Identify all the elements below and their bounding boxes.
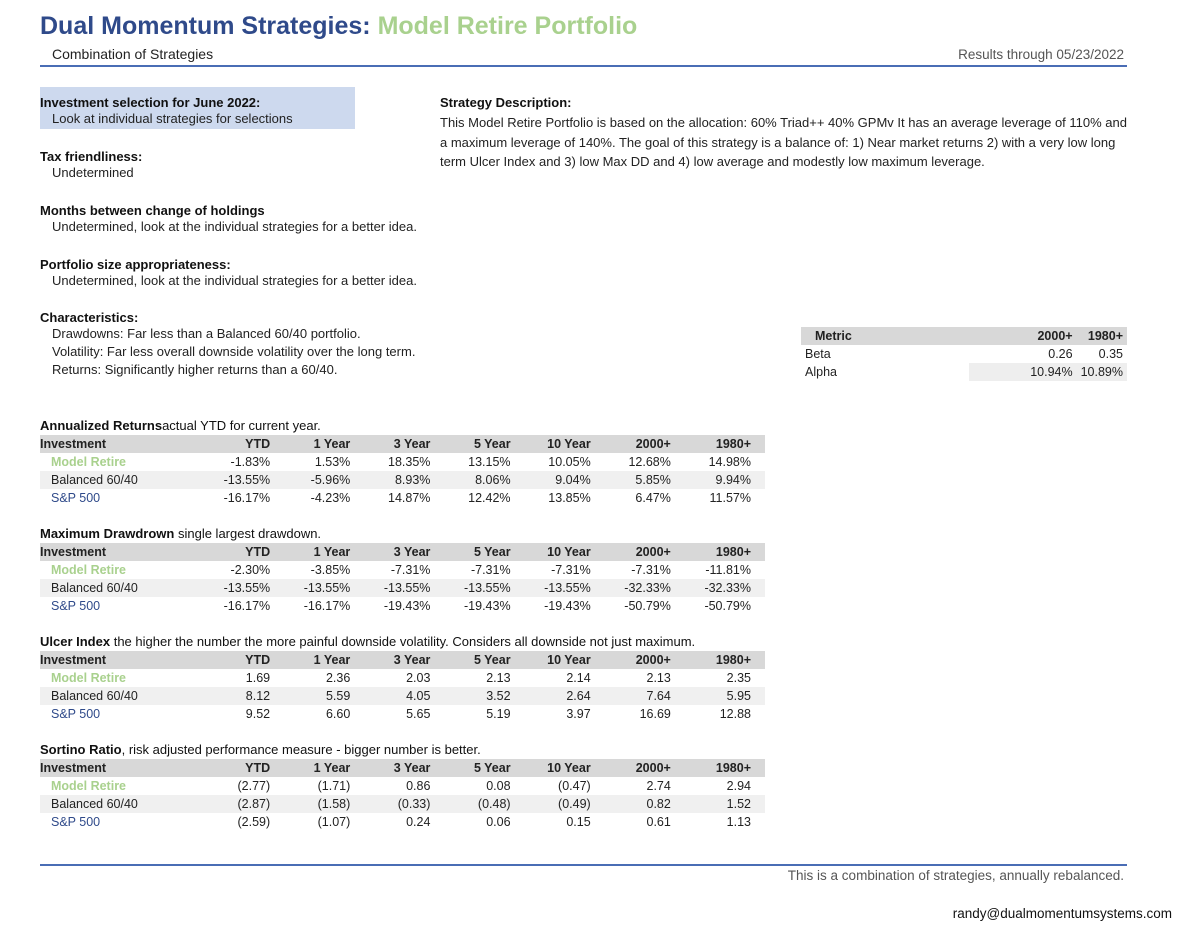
- investment-name: S&P 500: [51, 815, 101, 829]
- table-row: [40, 579, 765, 597]
- column-header: 1 Year: [284, 435, 364, 453]
- footer-divider: [40, 864, 1127, 866]
- tax-label: Tax friendliness:: [40, 149, 143, 164]
- column-header: 1980+: [685, 759, 765, 777]
- value-cell: 13.85%: [548, 491, 591, 505]
- column-header: 3 Year: [364, 651, 444, 669]
- value-cell: -1.83%: [230, 455, 271, 469]
- table-title-rest: actual YTD for current year.: [162, 418, 321, 433]
- metric-header: 2000+: [969, 327, 1077, 345]
- table-row: [40, 687, 765, 705]
- investment-name: Balanced 60/40: [51, 473, 138, 487]
- table-row: [40, 597, 765, 615]
- value-cell: -16.17%: [223, 491, 271, 505]
- header-divider: [40, 65, 1127, 67]
- value-cell: -16.17%: [223, 599, 271, 613]
- column-header: Investment: [40, 543, 204, 561]
- value-cell: 11.57%: [709, 491, 751, 505]
- results-date: Results through 05/23/2022: [958, 47, 1124, 62]
- table-title-rest: , risk adjusted performance measure - bigger number is better.: [121, 742, 481, 757]
- value-cell: 4.05: [406, 689, 431, 703]
- column-header: 1980+: [685, 435, 765, 453]
- value-cell: 8.12: [245, 689, 271, 703]
- value-cell: -32.33%: [704, 581, 751, 595]
- metric-header: Metric: [801, 327, 969, 345]
- characteristics-line: Drawdowns: Far less than a Balanced 60/40 portfolio.: [52, 326, 361, 341]
- table-row: [40, 561, 765, 579]
- value-cell: 0.61: [646, 815, 671, 829]
- value-cell: 13.15%: [468, 455, 511, 469]
- table-header-row: [40, 543, 765, 561]
- value-cell: 12.42%: [468, 491, 511, 505]
- value-cell: -2.30%: [230, 563, 271, 577]
- value-cell: -19.43%: [383, 599, 431, 613]
- months-section: [40, 203, 417, 236]
- value-cell: 16.69: [639, 707, 671, 721]
- table-row: [40, 471, 765, 489]
- column-header: 5 Year: [444, 759, 524, 777]
- column-header: 1 Year: [284, 543, 364, 561]
- metric-cell: 10.94%: [969, 363, 1077, 381]
- max-drawdown-table: [40, 543, 765, 615]
- value-cell: 5.19: [486, 707, 511, 721]
- column-header: Investment: [40, 651, 204, 669]
- size-section: [40, 257, 417, 290]
- value-cell: 0.06: [486, 815, 511, 829]
- value-cell: (2.59): [237, 815, 271, 829]
- table-row: [40, 489, 765, 507]
- value-cell: 0.08: [486, 779, 511, 793]
- column-header: 10 Year: [525, 543, 605, 561]
- metric-cell: 0.35: [1098, 347, 1123, 361]
- column-header: Investment: [40, 435, 204, 453]
- value-cell: 10.05%: [548, 455, 591, 469]
- page-title: [40, 12, 637, 41]
- value-cell: 9.52: [245, 707, 271, 721]
- value-cell: 3.52: [486, 689, 511, 703]
- metric-cell: 0.26: [1048, 347, 1073, 361]
- table-title-bold: Ulcer Index: [40, 634, 111, 649]
- value-cell: -3.85%: [310, 563, 351, 577]
- investment-name: S&P 500: [51, 707, 101, 721]
- value-cell: 1.69: [245, 671, 271, 685]
- value-cell: -5.96%: [310, 473, 351, 487]
- value-cell: 12.68%: [628, 455, 671, 469]
- value-cell: -7.31%: [631, 563, 671, 577]
- value-cell: (2.87): [237, 797, 271, 811]
- value-cell: (1.07): [317, 815, 351, 829]
- value-cell: 1.13: [726, 815, 751, 829]
- value-cell: 1.53%: [314, 455, 351, 469]
- table-row: [40, 795, 765, 813]
- ulcer-index-table: [40, 651, 765, 723]
- annualized-returns-title: [40, 418, 321, 433]
- investment-name: Balanced 60/40: [51, 581, 138, 595]
- table-title-rest: the higher the number the more painful downside volatility. Considers all downside not just maximum.: [110, 634, 696, 649]
- column-header: 2000+: [605, 543, 685, 561]
- column-header: YTD: [204, 759, 284, 777]
- column-header: 3 Year: [364, 759, 444, 777]
- column-header: 3 Year: [364, 435, 444, 453]
- table-row: [40, 669, 765, 687]
- tax-value: Undetermined: [52, 165, 134, 180]
- value-cell: (0.48): [477, 797, 511, 811]
- title-accent: Model Retire Portfolio: [377, 12, 638, 40]
- value-cell: (1.58): [317, 797, 351, 811]
- table-header-row: [40, 759, 765, 777]
- column-header: 1980+: [685, 651, 765, 669]
- value-cell: 0.82: [646, 797, 671, 811]
- column-header: 3 Year: [364, 543, 444, 561]
- value-cell: 5.95: [726, 689, 751, 703]
- value-cell: -4.23%: [310, 491, 351, 505]
- table-title-rest: single largest drawdown.: [174, 526, 322, 541]
- value-cell: 1.52: [726, 797, 751, 811]
- value-cell: 0.15: [566, 815, 591, 829]
- table-title-bold: Sortino Ratio: [40, 742, 122, 757]
- value-cell: 12.88: [719, 707, 751, 721]
- column-header: 10 Year: [525, 435, 605, 453]
- strategy-description-label: Strategy Description:: [440, 95, 572, 110]
- table-row: [40, 813, 765, 831]
- investment-name: S&P 500: [51, 599, 101, 613]
- column-header: 2000+: [605, 435, 685, 453]
- column-header: 2000+: [605, 651, 685, 669]
- value-cell: 5.65: [406, 707, 431, 721]
- investment-name: Model Retire: [51, 671, 127, 685]
- max-drawdown-title: [40, 526, 321, 541]
- metric-cell: 10.89%: [1077, 363, 1127, 381]
- value-cell: -19.43%: [544, 599, 591, 613]
- value-cell: 3.97: [566, 707, 591, 721]
- value-cell: 2.35: [726, 671, 751, 685]
- column-header: Investment: [40, 759, 204, 777]
- value-cell: 2.94: [726, 779, 751, 793]
- column-header: YTD: [204, 543, 284, 561]
- value-cell: 8.93%: [394, 473, 431, 487]
- ulcer-index-title: [40, 634, 695, 649]
- value-cell: 2.03: [406, 671, 431, 685]
- investment-name: Model Retire: [51, 779, 127, 793]
- value-cell: 2.14: [566, 671, 591, 685]
- contact-email: randy@dualmomentumsystems.com: [952, 906, 1172, 921]
- value-cell: -50.79%: [704, 599, 751, 613]
- column-header: 1980+: [685, 543, 765, 561]
- value-cell: 2.36: [325, 671, 351, 685]
- investment-name: Model Retire: [51, 563, 127, 577]
- value-cell: 6.60: [325, 707, 351, 721]
- column-header: YTD: [204, 651, 284, 669]
- table-header-row: [40, 651, 765, 669]
- value-cell: 0.24: [406, 815, 431, 829]
- sortino-ratio-title: [40, 742, 481, 757]
- value-cell: 0.86: [406, 779, 431, 793]
- value-cell: 5.59: [325, 689, 351, 703]
- investment-name: Balanced 60/40: [51, 689, 138, 703]
- strategy-description-text: This Model Retire Portfolio is based on the allocation: 60% Triad++ 40% GPMv It has an average leverage of 110% and a maximum leverage of 140%. The goal of this strategy is a balance of: 1) Near market returns 2) with a very low long term Ulcer Index and 3) low Max DD and 4) low average and modestly low maximum leverage.: [440, 115, 1127, 169]
- table-row: [801, 345, 1127, 363]
- value-cell: 5.85%: [635, 473, 671, 487]
- investment-name: Balanced 60/40: [51, 797, 138, 811]
- value-cell: -13.55%: [303, 581, 351, 595]
- value-cell: (0.33): [397, 797, 431, 811]
- metric-cell: Alpha: [805, 365, 837, 379]
- column-header: 1 Year: [284, 651, 364, 669]
- table-row: [40, 777, 765, 795]
- characteristics-label: Characteristics:: [40, 310, 139, 325]
- table-row: [40, 453, 765, 471]
- table-row: [801, 363, 1127, 381]
- footer-note: This is a combination of strategies, annually rebalanced.: [787, 868, 1124, 883]
- characteristics-line: Volatility: Far less overall downside volatility over the long term.: [52, 344, 416, 359]
- months-label: Months between change of holdings: [40, 203, 265, 218]
- value-cell: -13.55%: [383, 581, 431, 595]
- value-cell: -13.55%: [464, 581, 511, 595]
- characteristics-line: Returns: Significantly higher returns than a 60/40.: [52, 362, 338, 377]
- value-cell: (2.77): [237, 779, 271, 793]
- table-row: [40, 705, 765, 723]
- table-title-bold: Maximum Drawdrown: [40, 526, 175, 541]
- value-cell: 2.13: [646, 671, 671, 685]
- size-value: Undetermined, look at the individual strategies for a better idea.: [52, 273, 417, 288]
- months-value: Undetermined, look at the individual strategies for a better idea.: [52, 219, 417, 234]
- metric-header: 1980+: [1077, 327, 1127, 345]
- value-cell: -32.33%: [624, 581, 671, 595]
- value-cell: 2.13: [486, 671, 511, 685]
- column-header: 5 Year: [444, 651, 524, 669]
- metrics-table: [801, 327, 1127, 381]
- value-cell: -16.17%: [303, 599, 351, 613]
- value-cell: -7.31%: [390, 563, 431, 577]
- value-cell: 14.98%: [708, 455, 751, 469]
- metric-cell: Beta: [805, 347, 831, 361]
- value-cell: 8.06%: [475, 473, 511, 487]
- column-header: YTD: [204, 435, 284, 453]
- characteristics-section: [40, 310, 415, 379]
- value-cell: 7.64: [646, 689, 671, 703]
- value-cell: 2.64: [566, 689, 591, 703]
- size-label: Portfolio size appropriateness:: [40, 257, 231, 272]
- annualized-returns-table: [40, 435, 765, 507]
- value-cell: 18.35%: [388, 455, 431, 469]
- value-cell: -13.55%: [223, 581, 271, 595]
- investment-name: S&P 500: [51, 491, 101, 505]
- value-cell: -19.43%: [464, 599, 511, 613]
- value-cell: (1.71): [317, 779, 351, 793]
- value-cell: -50.79%: [624, 599, 671, 613]
- column-header: 5 Year: [444, 543, 524, 561]
- column-header: 10 Year: [525, 759, 605, 777]
- investment-name: Model Retire: [51, 455, 127, 469]
- tax-section: [40, 149, 142, 182]
- value-cell: -13.55%: [544, 581, 591, 595]
- value-cell: 9.04%: [555, 473, 591, 487]
- value-cell: 2.74: [646, 779, 671, 793]
- value-cell: 14.87%: [388, 491, 431, 505]
- value-cell: -13.55%: [223, 473, 271, 487]
- column-header: 1 Year: [284, 759, 364, 777]
- investment-selection-box: [40, 87, 355, 129]
- value-cell: (0.49): [558, 797, 591, 811]
- value-cell: (0.47): [558, 779, 591, 793]
- table-title-bold: Annualized Returns: [40, 418, 163, 433]
- value-cell: 6.47%: [635, 491, 671, 505]
- column-header: 10 Year: [525, 651, 605, 669]
- sortino-ratio-table: [40, 759, 765, 831]
- value-cell: -7.31%: [470, 563, 511, 577]
- value-cell: -11.81%: [705, 563, 751, 577]
- value-cell: 9.94%: [715, 473, 751, 487]
- column-header: 2000+: [605, 759, 685, 777]
- subtitle: Combination of Strategies: [52, 46, 214, 62]
- table-header-row: [40, 435, 765, 453]
- investment-selection-label: Investment selection for June 2022:: [40, 95, 261, 110]
- title-main: Dual Momentum Strategies:: [40, 12, 371, 40]
- value-cell: -7.31%: [551, 563, 591, 577]
- investment-selection-value: Look at individual strategies for selections: [52, 111, 293, 126]
- column-header: 5 Year: [444, 435, 524, 453]
